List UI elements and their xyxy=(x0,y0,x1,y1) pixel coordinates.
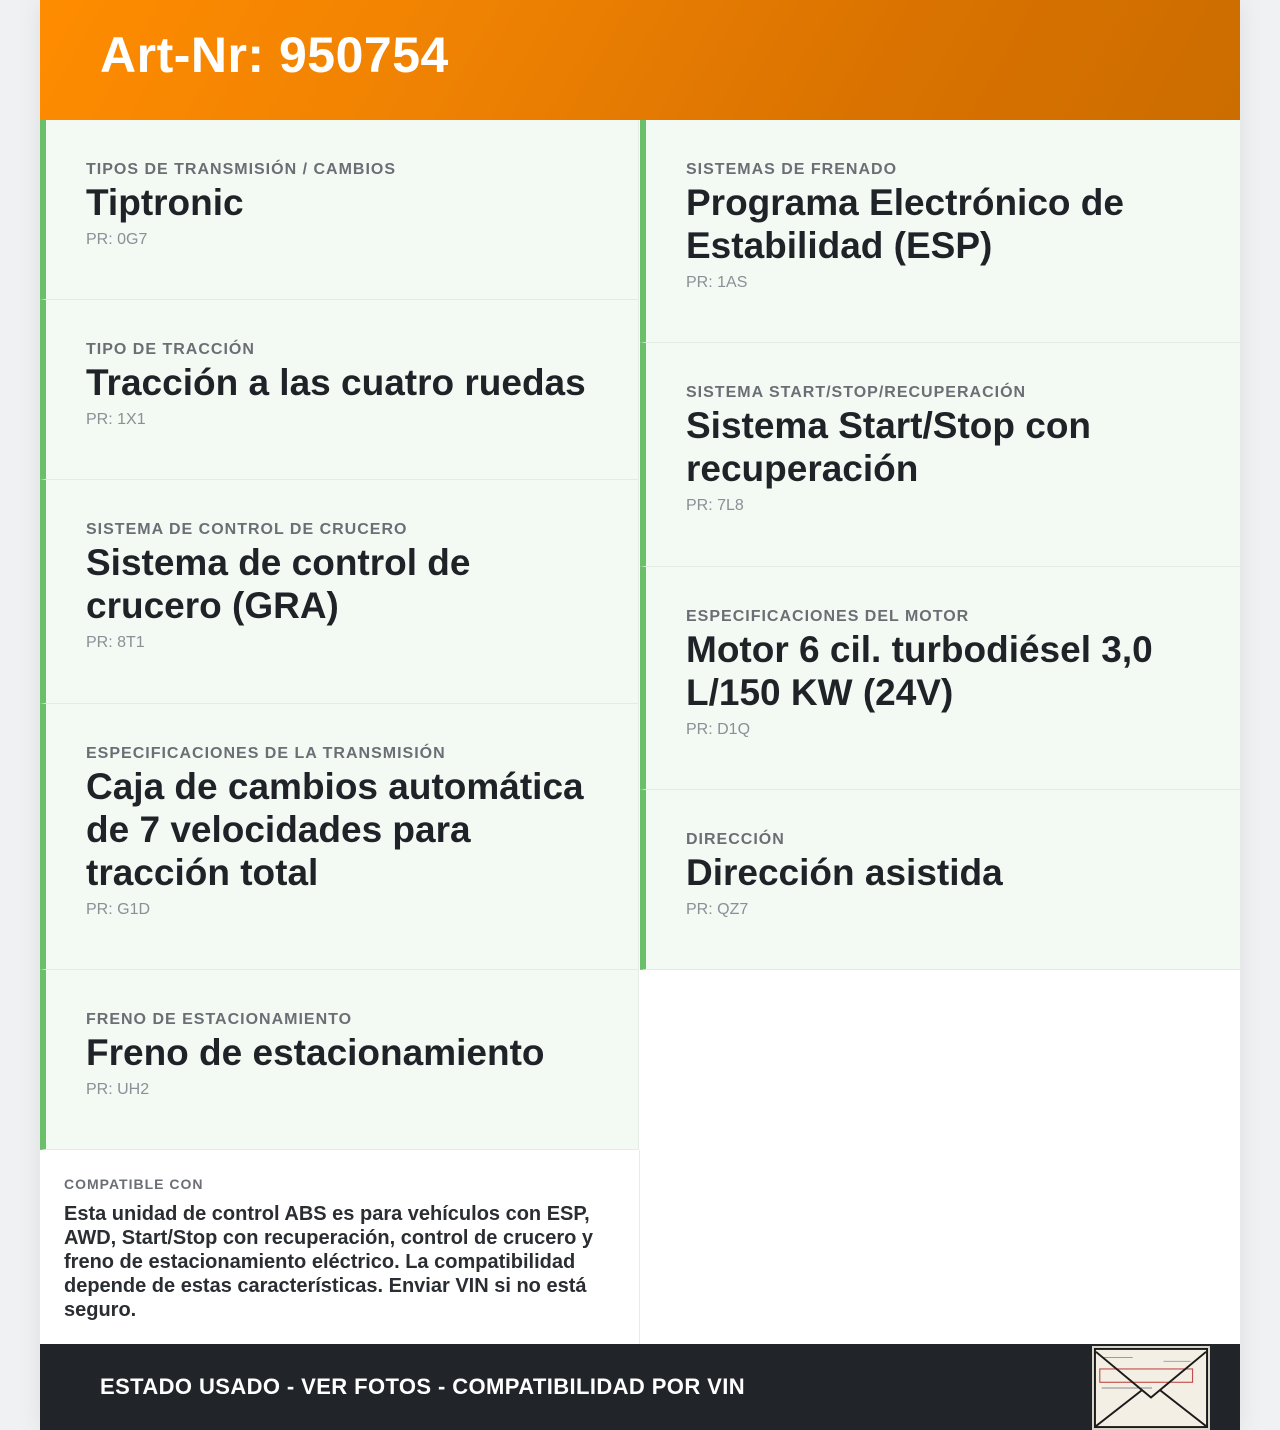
compatibility-section xyxy=(40,1150,640,1344)
feature-value: Tiptronic xyxy=(86,182,244,223)
feature-category: SISTEMA START/STOP/RECUPERACIÓN xyxy=(686,384,1027,401)
feature-value: Caja de cambios automática de 7 velocidades para tracción total xyxy=(86,766,584,893)
feature-grid xyxy=(40,120,1240,1344)
feature-category: SISTEMAS DE FRENADO xyxy=(686,161,898,178)
feature-value: Sistema Start/Stop con recuperación xyxy=(686,405,1092,489)
feature-value: Freno de estacionamiento xyxy=(86,1032,545,1073)
feature-pr-code: PR: 0G7 xyxy=(86,231,148,248)
feature-card-transmission-specs xyxy=(40,704,639,970)
feature-category: ESPECIFICACIONES DEL MOTOR xyxy=(686,608,970,625)
feature-card-drive-type xyxy=(40,300,639,480)
feature-category: FRENO DE ESTACIONAMIENTO xyxy=(86,1011,353,1028)
feature-pr-code: PR: 1X1 xyxy=(86,411,146,428)
feature-value: Programa Electrónico de Estabilidad (ESP) xyxy=(686,182,1124,266)
feature-pr-code: PR: D1Q xyxy=(686,721,751,738)
feature-card-parking-brake xyxy=(40,970,639,1150)
feature-value: Dirección asistida xyxy=(686,852,1003,893)
feature-column-left xyxy=(40,120,640,1150)
feature-category: ESPECIFICACIONES DE LA TRANSMISIÓN xyxy=(86,745,446,762)
feature-card-steering xyxy=(640,790,1240,970)
page-header xyxy=(40,0,1240,120)
feature-category: SISTEMA DE CONTROL DE CRUCERO xyxy=(86,521,408,538)
envelope-label-photo-icon[interactable] xyxy=(1092,1346,1210,1430)
feature-category: TIPO DE TRACCIÓN xyxy=(86,341,255,358)
feature-card-start-stop xyxy=(640,343,1240,567)
feature-pr-code: PR: UH2 xyxy=(86,1081,150,1098)
page-footer xyxy=(40,1344,1240,1430)
feature-pr-code: PR: G1D xyxy=(86,901,151,918)
feature-card-cruise-control xyxy=(40,480,639,704)
feature-value: Tracción a las cuatro ruedas xyxy=(86,362,586,403)
feature-card-engine-specs xyxy=(640,567,1240,790)
page-title: Art-Nr: 950754 xyxy=(100,27,449,83)
feature-category: TIPOS DE TRANSMISIÓN / CAMBIOS xyxy=(86,161,397,178)
feature-card-braking-systems xyxy=(640,120,1240,343)
feature-value: Motor 6 cil. turbodiésel 3,0 L/150 KW (24V) xyxy=(686,629,1153,713)
feature-card-transmission-type xyxy=(40,120,639,300)
feature-pr-code: PR: 8T1 xyxy=(86,634,145,651)
feature-pr-code: PR: 1AS xyxy=(686,274,748,291)
feature-value: Sistema de control de crucero (GRA) xyxy=(86,542,471,626)
compatibility-label: COMPATIBLE CON xyxy=(64,1176,204,1192)
footer-note: ESTADO USADO - VER FOTOS - COMPATIBILIDAD POR VIN xyxy=(100,1374,745,1399)
feature-category: DIRECCIÓN xyxy=(686,831,785,848)
page-sheet xyxy=(40,0,1240,1430)
feature-pr-code: PR: 7L8 xyxy=(686,497,744,514)
feature-pr-code: PR: QZ7 xyxy=(686,901,749,918)
compatibility-text: Esta unidad de control ABS es para vehículos con ESP, AWD, Start/Stop con recuperación, control de crucero y freno de estacionamiento eléctrico. La compatibilidad depende de estas características. Enviar VIN si no está seguro. xyxy=(64,1203,593,1321)
feature-column-right xyxy=(640,120,1240,970)
